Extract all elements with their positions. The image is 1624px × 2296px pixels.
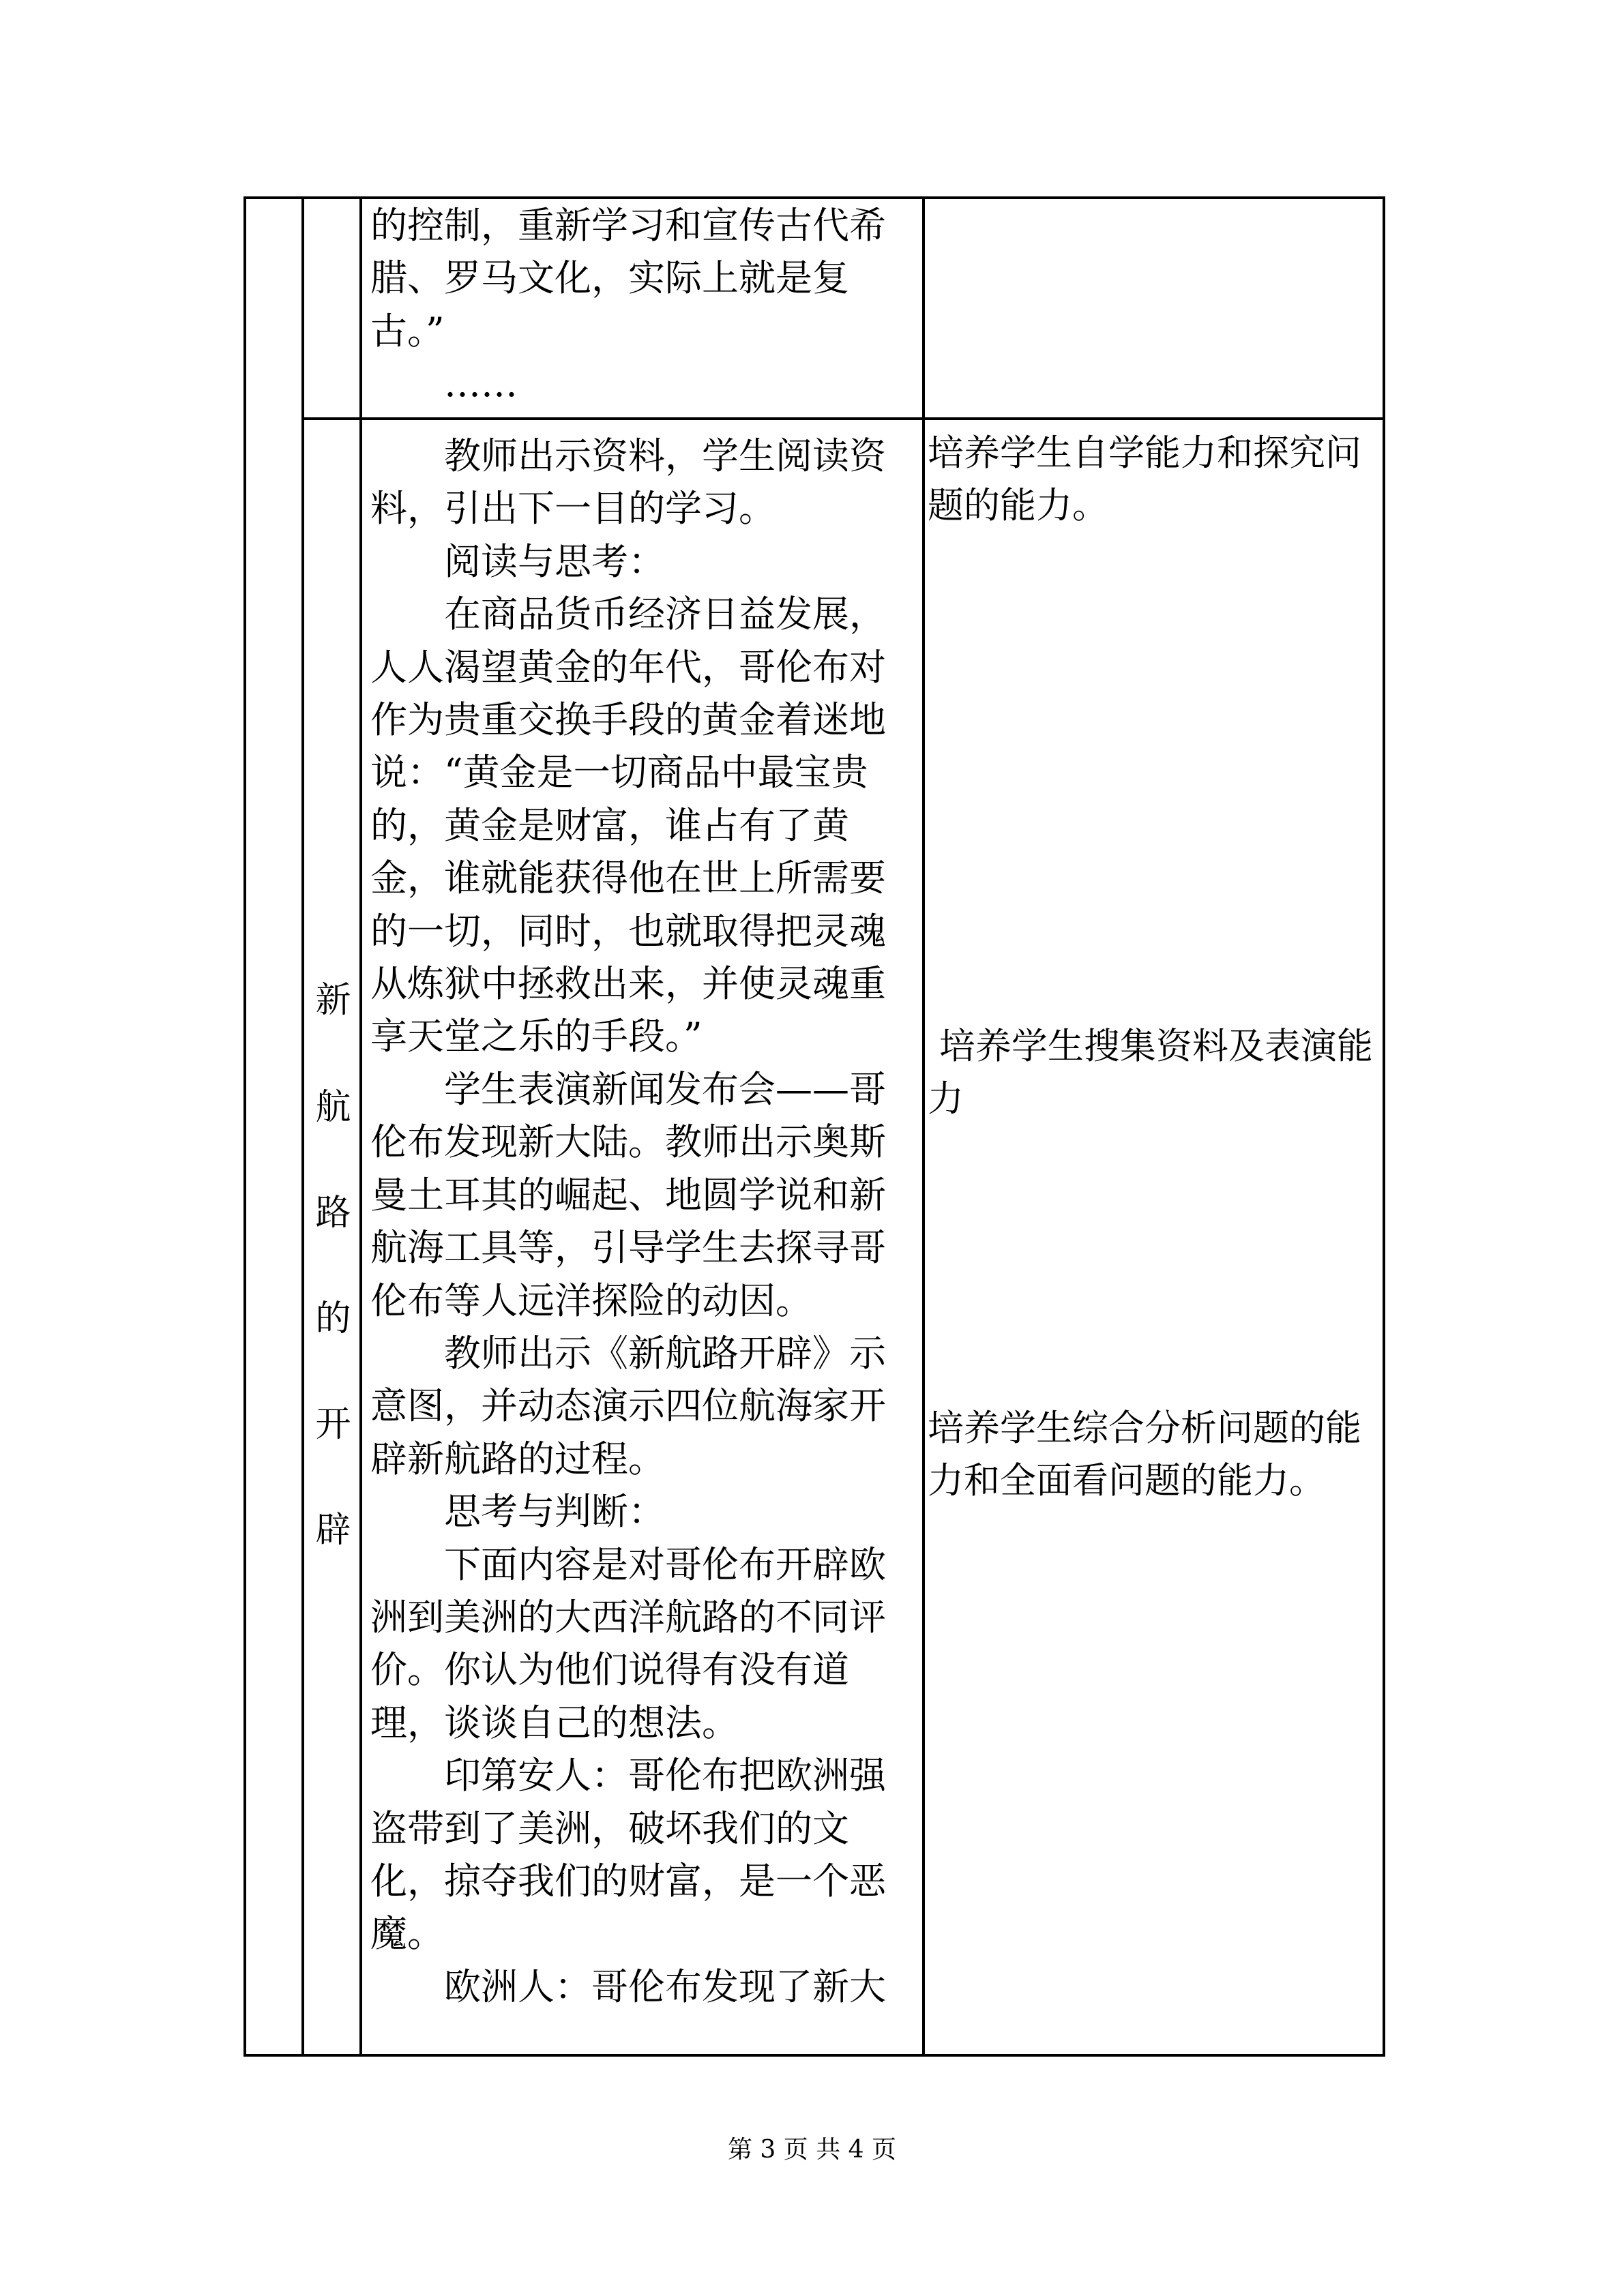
topic-char: 新 <box>315 980 351 1021</box>
content-paragraph: 下面内容是对哥伦布开辟欧洲到美洲的大西洋航路的不同评价。你认为他们说得有没有道理，谈谈自己的想法。 <box>370 1542 886 1744</box>
content-paragraph: 在商品货币经济日益发展，人人渴望黄金的年代，哥伦布对作为贵重交换手段的黄金着迷地说：“黄金是一切商品中最宝贵的，黄金是财富，谁占有了黄金，谁就能获得他在世上所需要的一切，同时，也就取得把灵魂从炼狱中拯救出来，并使灵魂重享天堂之乐的手段。” <box>370 593 886 1058</box>
blank-column-cell <box>245 198 303 2055</box>
note-cell <box>924 419 1384 2055</box>
design-intent-note: 培养学生自学能力和探究问题的能力。 <box>928 432 1361 527</box>
content-paragraph: 思考与判断： <box>444 1490 665 1534</box>
lesson-plan-table <box>243 196 1385 2057</box>
topic-char: 辟 <box>315 1510 351 1551</box>
page-footer: 第 3 页 共 4 页 <box>727 2136 897 2164</box>
design-intent-note: 培养学生搜集资料及表演能力 <box>928 1026 1373 1120</box>
content-paragraph: 教师出示资料，学生阅读资料，引出下一目的学习。 <box>370 434 886 531</box>
content-paragraph: 阅读与思考： <box>444 539 665 583</box>
topic-char: 开 <box>315 1404 351 1445</box>
design-intent-note: 培养学生综合分析问题的能力和全面看问题的能力。 <box>928 1407 1361 1502</box>
content-paragraph: 学生表演新闻发布会——哥伦布发现新大陆。教师出示奥斯曼土耳其的崛起、地圆学说和新航海工具等，引导学生去探寻哥伦布等人远洋探险的动因。 <box>370 1067 886 1322</box>
content-paragraph: 欧洲人：哥伦布发现了新大 <box>444 1965 886 2008</box>
topic-cell <box>303 419 361 2055</box>
topic-char: 路 <box>315 1193 351 1234</box>
content-paragraph: 教师出示《新航路开辟》示意图，并动态演示四位航海家开辟新航路的过程。 <box>370 1331 886 1480</box>
table-row <box>245 419 1384 2055</box>
topic-cell-empty <box>303 198 361 419</box>
content-cell <box>361 419 924 2055</box>
topic-char: 航 <box>315 1087 351 1128</box>
content-cell <box>361 198 924 419</box>
content-paragraph: 的控制，重新学习和宣传古代希腊、罗马文化，实际上就是复古。” <box>370 204 886 353</box>
note-cell-empty <box>924 198 1384 419</box>
topic-char: 的 <box>315 1298 351 1339</box>
ellipsis-paragraph: …… <box>444 362 518 406</box>
table-row <box>245 198 1384 419</box>
content-paragraph: 印第安人：哥伦布把欧洲强盗带到了美洲，破坏我们的文化，掠夺我们的财富，是一个恶魔。 <box>370 1754 886 1956</box>
